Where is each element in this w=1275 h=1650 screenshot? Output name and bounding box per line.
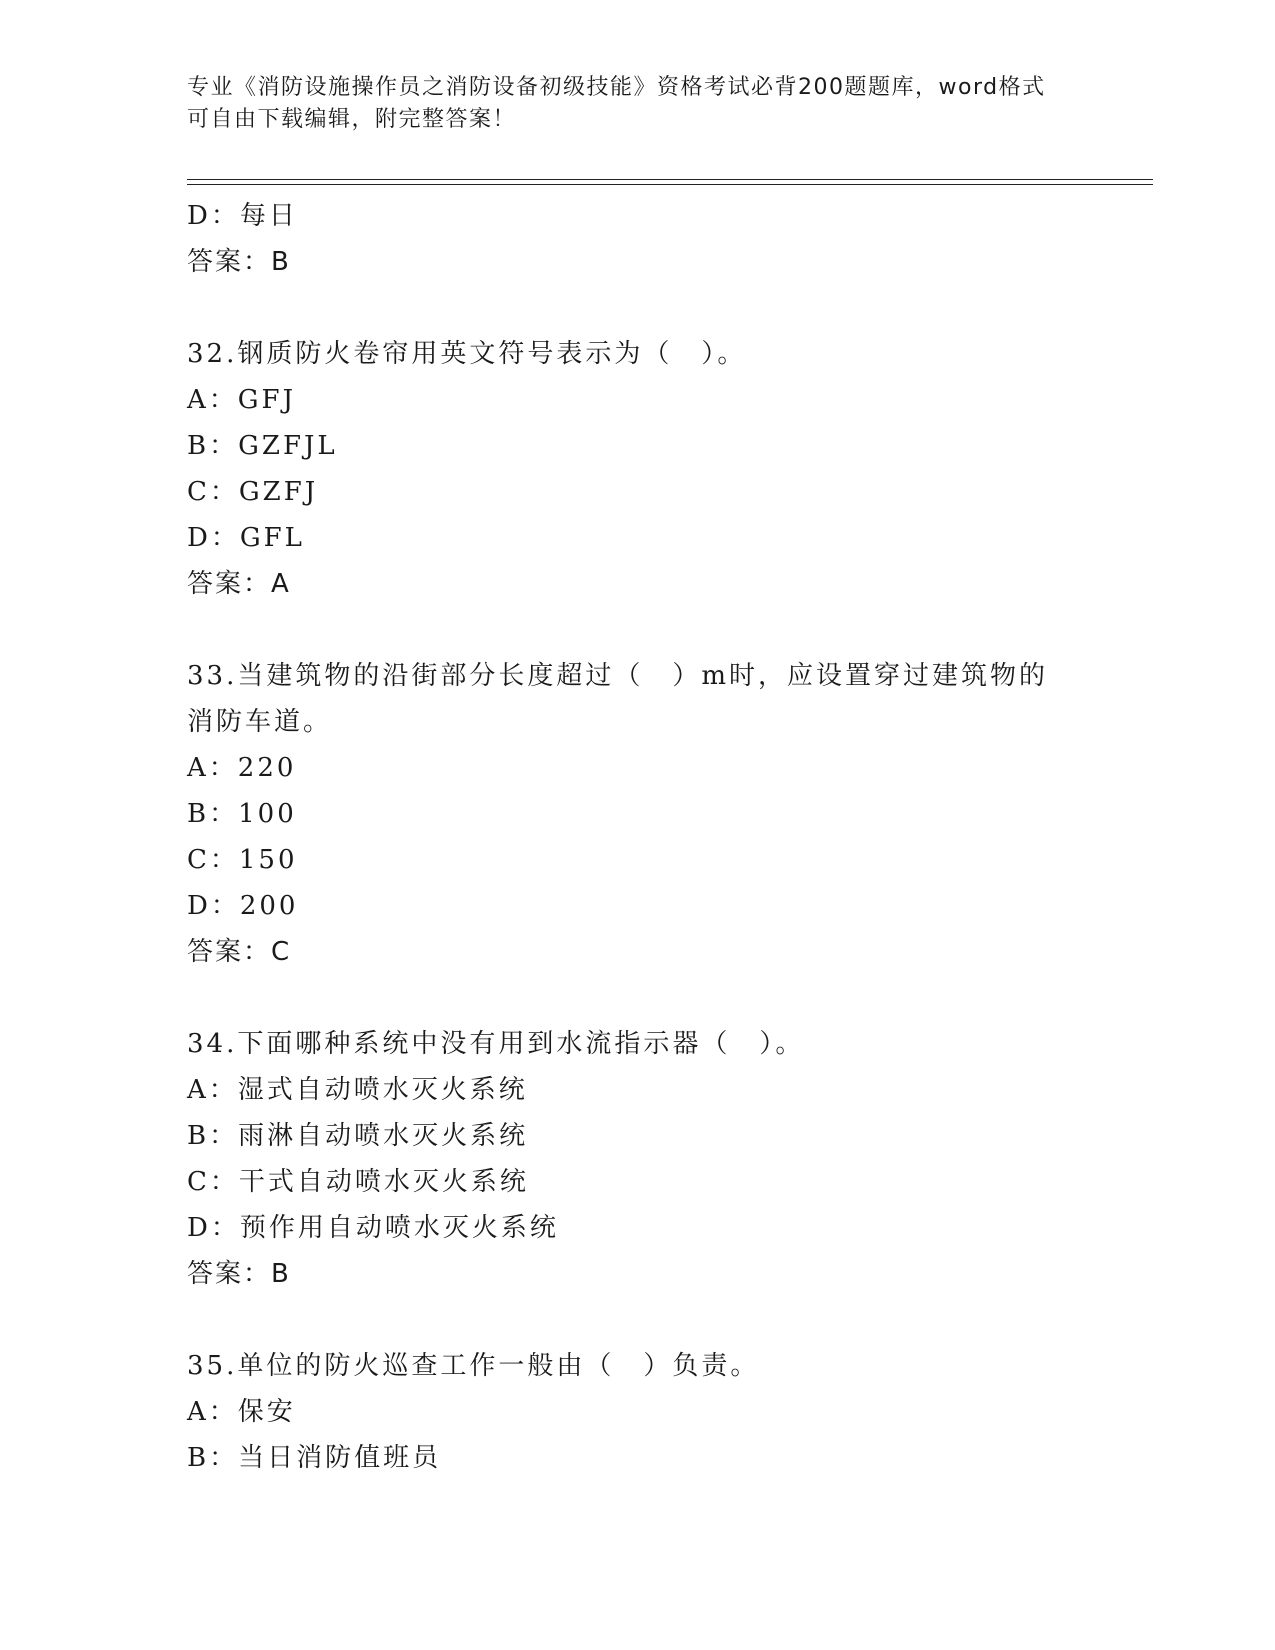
question-list [187, 193, 1087, 1481]
question-34 [187, 1021, 1087, 1297]
question-33 [187, 653, 1087, 975]
question-32 [187, 331, 1087, 607]
answer-line: 答案：B [187, 247, 291, 277]
option-d: D：每日 [187, 201, 298, 231]
option-c: C：干式自动喷水灭火系统 [187, 1167, 529, 1197]
option-a: A：湿式自动喷水灭火系统 [187, 1075, 528, 1105]
option-a: A：GFJ [187, 385, 297, 415]
option-d: D：GFL [187, 523, 305, 553]
option-b: B：雨淋自动喷水灭火系统 [187, 1121, 529, 1151]
option-b: B：100 [187, 799, 297, 829]
question-stem: 32.钢质防火卷帘用英文符号表示为（ ）。 [187, 339, 747, 369]
question-stem: 34.下面哪种系统中没有用到水流指示器（ ）。 [187, 1029, 805, 1059]
option-a: A：220 [187, 753, 297, 783]
question-35 [187, 1343, 1087, 1481]
answer-line: 答案：B [187, 1259, 291, 1289]
option-a: A：保安 [187, 1397, 296, 1427]
question-stem: 33.当建筑物的沿街部分长度超过（ ）m时，应设置穿过建筑物的消防车道。 [187, 661, 1049, 737]
option-b: B：GZFJL [187, 431, 338, 461]
option-d: D：200 [187, 891, 299, 921]
header-divider-bottom [187, 184, 1153, 185]
option-d: D：预作用自动喷水灭火系统 [187, 1213, 559, 1243]
question-stem: 35.单位的防火巡查工作一般由（ ）负责。 [187, 1351, 760, 1381]
answer-line: 答案：A [187, 569, 291, 599]
option-b: B：当日消防值班员 [187, 1443, 442, 1473]
header-divider-top [187, 179, 1153, 180]
document-header: 专业《消防设施操作员之消防设备初级技能》资格考试必背200题题库，word格式可自由下载编辑，附完整答案！ [187, 75, 1046, 132]
option-c: C：150 [187, 845, 298, 875]
option-c: C：GZFJ [187, 477, 319, 507]
answer-line: 答案：C [187, 937, 292, 967]
